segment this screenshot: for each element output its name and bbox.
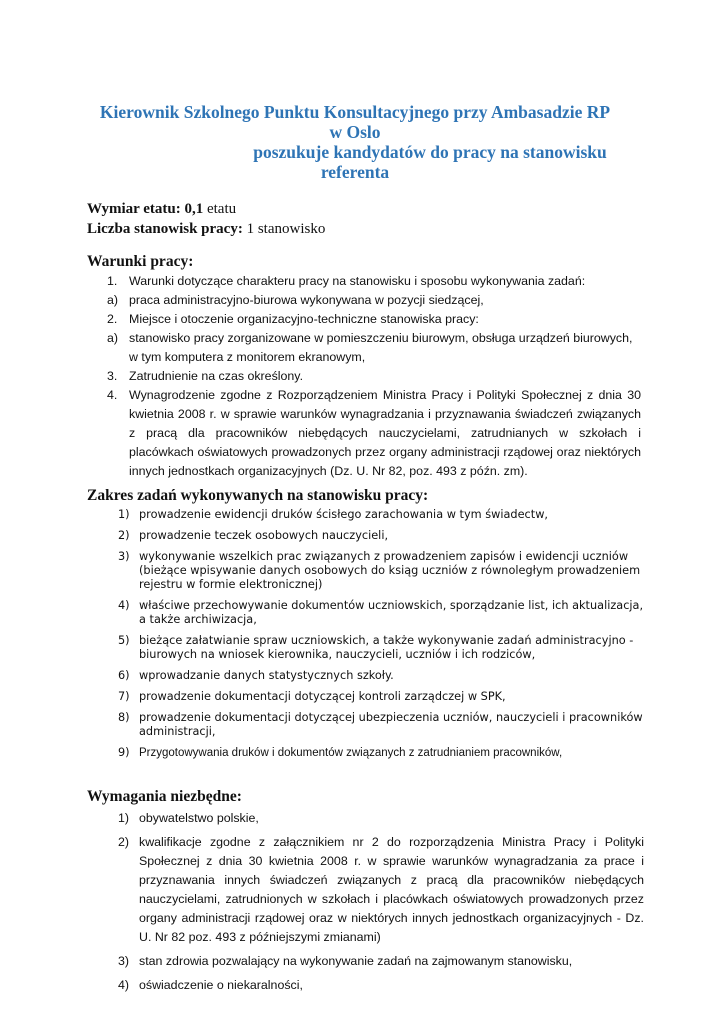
list-item-number: 4. [107, 388, 118, 402]
list-item-text: kwalifikacje zgodne z załącznikiem nr 2 do rozporządzenia Ministra Pracy i Polityki Społecznej z dnia 30 kwietnia 2008 r. w sprawie warunków wynagradzania za prace i przyznawania innych świadczeń związanych z pracą dla pracowników niebędących nauczycielami, zatrudnionych w szkołach i placówkach oświatowych prowadzonych przez organy administracji rządowej oraz w niektórych innych jednostkach organizacyjnych - Dz. U. Nr 82 poz. 493 z późniejszymi zmianami) [139, 835, 644, 944]
list-item-text: prowadzenie teczek osobowych nauczycieli, [139, 529, 389, 542]
list-item-number: 1) [118, 508, 130, 521]
list-item-text: Miejsce i otoczenie organizacyjno-techniczne stanowiska pracy: [129, 312, 479, 326]
list-item-number: 9) [118, 746, 130, 759]
list-item [118, 599, 648, 627]
list-item [118, 833, 644, 947]
field-wymiar-label: Wymiar etatu: 0,1 [87, 201, 204, 217]
list-item-number: a) [107, 331, 119, 345]
list-item-text: Wynagrodzenie zgodne z Rozporządzeniem Ministra Pracy i Polityki Społecznej z dnia 30 kwietnia 2008 r. w sprawie warunków wynagradzania i przyznawania świadczeń związanych z pracą dla pracowników niebędących nauczycielami, zatrudnianych w szkołach i placówkach oświatowych prowadzonych przez organy administracji rządowej oraz niektórych innych jednostkach organizacyjnych (Dz. U. Nr 82, poz. 493 z późn. zm). [129, 388, 641, 478]
job-fields [87, 199, 325, 239]
list-item-number: 3) [118, 954, 130, 968]
list-item [107, 310, 641, 329]
warunki-list [107, 272, 641, 481]
list-item-text: właściwe przechowywanie dokumentów uczniowskich, sporządzanie list, ich aktualizacja, a także archiwizacja, [139, 599, 644, 626]
list-item [118, 529, 648, 543]
list-item-text: prowadzenie dokumentacji dotyczącej kontroli zarządczej w SPK, [139, 690, 506, 703]
list-item [118, 550, 648, 592]
list-item [118, 669, 648, 683]
list-item-text: wprowadzanie danych statystycznych szkoły. [139, 669, 394, 682]
list-item [118, 508, 648, 522]
list-item-text: wykonywanie wszelkich prac związanych z prowadzeniem zapisów i ewidencji uczniów (bieżące wpisywanie danych osobowych do ksiąg uczniów z równoległym prowadzeniem rejestru w formie elektronicznej) [139, 550, 641, 591]
list-item [118, 976, 644, 995]
list-item-text: bieżące załatwianie spraw uczniowskich, a także wykonywanie zadań administracyjno - biurowych na wniosek kierownika, nauczycieli, uczniów i ich rodziców, [139, 634, 634, 661]
list-item-number: 7) [118, 690, 130, 703]
list-item [107, 272, 641, 291]
section-heading-warunki: Warunki pracy: [87, 253, 194, 270]
list-item [118, 746, 648, 760]
field-wymiar [87, 199, 325, 219]
title-line-4: referenta [320, 162, 390, 182]
list-item-number: a) [107, 293, 119, 307]
list-item [118, 690, 648, 704]
list-item-text: praca administracyjno-biurowa wykonywana w pozycji siedzącej, [129, 293, 484, 307]
list-item-text: prowadzenie ewidencji druków ścisłego zarachowania w tym świadectw, [139, 508, 549, 521]
list-item [118, 711, 648, 739]
section-heading-zakres: Zakres zadań wykonywanych na stanowisku pracy: [87, 487, 429, 504]
list-item-number: 2) [118, 835, 130, 849]
list-item-text: oświadczenie o niekaralności, [139, 978, 303, 992]
list-item-number: 3. [107, 369, 118, 383]
field-liczba-label: Liczba stanowisk pracy: [87, 221, 243, 237]
section-heading-wymagania: Wymagania niezbędne: [87, 788, 242, 805]
list-item-text: Przygotowywania druków i dokumentów związanych z zatrudnianiem pracowników, [139, 747, 563, 759]
list-item-number: 8) [118, 711, 130, 724]
list-item-number: 2) [118, 529, 130, 542]
list-item-number: 4) [118, 599, 130, 612]
list-item [107, 367, 641, 386]
list-item [107, 291, 641, 310]
list-item [118, 634, 648, 662]
list-item-text: Zatrudnienie na czas określony. [129, 369, 304, 383]
field-liczba [87, 219, 325, 239]
list-item-number: 5) [118, 634, 130, 647]
list-item-text: stanowisko pracy zorganizowane w pomieszczeniu biurowym, obsługa urządzeń biurowych, w tym komputera z monitorem ekranowym, [129, 331, 633, 364]
field-wymiar-value: etatu [206, 201, 237, 217]
zakres-list [118, 508, 648, 767]
list-item-text: stan zdrowia pozwalający na wykonywanie zadań na zajmowanym stanowisku, [139, 954, 573, 968]
list-item-number: 3) [118, 550, 130, 563]
title-line-3: poszukuje kandydatów do pracy na stanowisku [253, 142, 607, 162]
list-item-number: 1. [107, 274, 118, 288]
list-item-number: 6) [118, 669, 130, 682]
list-item-text: prowadzenie dokumentacji dotyczącej ubezpieczenia uczniów, nauczycieli i pracowników administracji, [139, 711, 643, 738]
title-line-1: Kierownik Szkolnego Punktu Konsultacyjnego przy Ambasadzie RP [99, 102, 611, 122]
wymagania-list [118, 809, 644, 1000]
list-item-text: Warunki dotyczące charakteru pracy na stanowisku i sposobu wykonywania zadań: [129, 274, 586, 288]
list-item [118, 809, 644, 828]
list-item-number: 2. [107, 312, 118, 326]
list-item [107, 329, 641, 367]
list-item [118, 952, 644, 971]
page-title [60, 102, 650, 182]
list-item-number: 4) [118, 978, 130, 992]
list-item-number: 1) [118, 811, 130, 825]
list-item-text: obywatelstwo polskie, [139, 811, 259, 825]
field-liczba-value: 1 stanowisko [246, 221, 326, 237]
title-line-2: w Oslo [329, 122, 381, 142]
list-item [107, 386, 641, 481]
